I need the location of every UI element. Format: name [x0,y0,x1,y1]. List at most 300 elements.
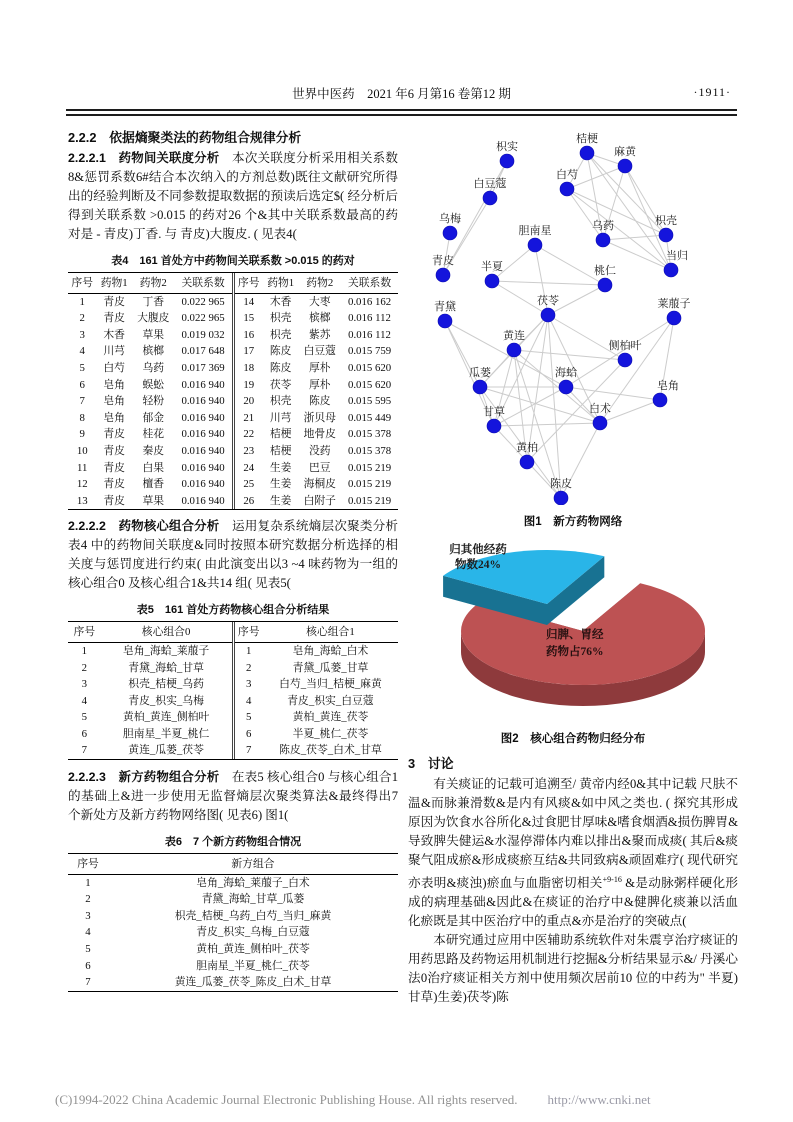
paragraph-2221-text: 本次关联度分析采用相关系数8&惩罚系数6#结合本次纳入的方剂总数)既往文献研究所得出的经验判断及不同参数提取数据的预读后选定$( 经分析后得到关联系数 >0.015 的药对26 个&其中关联系数最高的药对是 - 青皮)丁香. 与 青皮)大腹皮. ( 见表4( [68,151,398,241]
table-cell: 皂角_海蛤_白术 [292,644,369,657]
network-node-label: 乌梅 [439,213,461,225]
table-cell: 0.015 759 [347,345,392,358]
table-cell: 黄连_瓜蒌_茯苓 [128,744,204,757]
table-cell: 0.015 219 [347,461,392,474]
table-row [235,726,399,743]
table-cell: 22 [243,428,255,441]
column-header: 序号 [68,622,101,642]
table-row [235,709,399,726]
table-cell: 桔梗 [269,428,292,441]
table-cell: 2 [246,661,252,674]
table-cell: 7 [85,976,91,989]
table-cell: 9 [79,428,85,441]
column-header: 序号 [68,273,96,293]
table-row [68,393,232,410]
table-cell: 枳壳_桔梗_乌药 [128,678,204,691]
table-cell: 1 [79,295,85,308]
table-row [68,874,398,891]
network-node-label: 黄连 [503,330,525,342]
table-cell: 海桐皮 [303,478,336,491]
table-row [68,493,232,510]
table-cell: 23 [243,444,255,457]
table-row [68,327,232,344]
column-header: 药物2 [132,273,175,293]
table-row [68,676,232,693]
table-cell: 18 [243,361,255,374]
pie-label-other-meridians: 归其他经药物数24% [449,544,507,571]
table-cell: 秦皮 [142,444,165,457]
table-cell: 皂角_海蛤_莱菔子 [122,644,210,657]
discussion-p1-text-a: 有关痰证的记载可追溯至/ 黄帝内经0&其中记载 尺肤不温&而脉兼滑数&是内有风痰&如中风之类也. ( 探究其形成原因为饮食水谷所化&过食肥甘厚味&嗜食烟酒&损伤脾胃&导致脾失健运&水湿停滞体内难以排出&聚而成痰( 其后&痰聚气阻成瘀&形成痰瘀互结&共同致病&顽固难疗( 现代研究亦表明&痰浊)瘀血与血脂密切相关 [408,777,738,891]
table-row [235,693,399,710]
table-cell: 桔梗 [269,444,292,457]
table-cell: 青皮 [103,461,125,474]
table-header-row [68,622,232,642]
network-node [483,191,497,205]
table-cell: 青黛_海蛤_甘草_瓜蒌 [201,893,305,906]
network-node [438,314,452,328]
table-header-row [235,273,399,293]
column-header: 关联系数 [175,273,232,293]
table-row [68,742,232,759]
network-node [593,416,607,430]
table-cell: 皂角 [103,411,125,424]
table4 [68,272,398,510]
two-column-layout [68,125,737,1007]
cnki-link[interactable]: http://www.cnki.net [547,1092,651,1107]
table-cell: 0.016 112 [348,328,391,341]
table-cell: 青皮 [103,444,125,457]
network-node [520,455,534,469]
table-cell: 生姜 [269,494,292,507]
table-cell: 5 [246,711,252,724]
table-row [68,426,232,443]
table-cell: 10 [76,444,88,457]
table-cell: 半夏_桃仁_茯苓 [292,727,369,740]
table-cell: 白果 [142,461,165,474]
table-row [68,941,398,958]
table-header-row [68,854,398,874]
table-cell: 皂角 [103,378,125,391]
network-node [560,182,574,196]
network-node-label: 皂角 [657,380,679,392]
network-node [473,380,487,394]
network-node [659,228,673,242]
network-node-label: 当归 [666,250,688,262]
table-cell: 4 [85,926,91,939]
network-node-label: 黄柏 [516,442,538,454]
network-node-label: 莱菔子 [657,298,691,310]
table-row [68,443,232,460]
network-node-label: 枳壳 [655,215,677,227]
table-cell: 3 [79,328,85,341]
table-cell: 青皮_枳实_白豆蔻 [287,694,374,707]
table-cell: 12 [76,478,88,491]
table-cell: 槟榔 [142,345,165,358]
table-row [68,476,232,493]
network-node-label: 侧柏叶 [608,340,642,352]
network-node [598,278,612,292]
table-row [235,742,399,759]
network-node-label: 麻黄 [614,146,636,158]
table-cell: 0.016 940 [181,461,225,474]
header-double-rule [66,109,737,116]
table6-body [68,854,398,991]
table-cell: 6 [246,727,252,740]
column-header: 核心组合1 [263,622,398,642]
table-cell: 0.015 219 [347,494,392,507]
citation-superscript: +9-16 [602,875,622,884]
table-cell: 6 [79,378,85,391]
table-cell: 陈皮 [308,395,331,408]
table-row [68,642,232,659]
table-cell: 青黛_海蛤_甘草 [128,661,204,674]
table-cell: 8 [79,411,85,424]
table-cell: 川芎 [103,345,125,358]
table-cell: 皂角 [103,395,125,408]
table-cell: 浙贝母 [303,411,336,424]
table-cell: 0.015 378 [347,444,392,457]
table-cell: 0.015 378 [347,428,392,441]
table-cell: 没药 [308,444,331,457]
figure-1-drug-network [408,125,738,529]
column-header: 核心组合0 [101,622,232,642]
network-edge [566,387,660,400]
table-cell: 轻粉 [142,395,165,408]
table-row [235,426,399,443]
table-cell: 7 [246,744,252,757]
network-node-label: 白豆蔻 [473,178,507,190]
table-cell: 枳壳_桔梗_乌药_白芍_当归_麻黄 [174,909,332,922]
meridian-pie-svg [408,536,738,722]
table-cell: 4 [79,345,85,358]
network-edge [548,315,561,498]
figure-1-caption: 图1 新方药物网络 [523,516,623,528]
table-cell: 0.022 965 [181,312,225,325]
table-row [235,377,399,394]
table-cell: 郁金 [142,411,165,424]
table-cell: 草果 [142,328,165,341]
table-cell: 0.016 940 [181,444,225,457]
network-node-label: 枳实 [496,141,518,153]
table-cell: 19 [243,378,255,391]
network-node [653,393,667,407]
network-node-label: 乌药 [592,220,614,232]
network-node [436,268,450,282]
table-cell: 16 [243,328,255,341]
table-cell: 0.016 940 [181,378,225,391]
table-cell: 2 [85,893,91,906]
paragraph-2223-text: 在表5 核心组合0 与核心组合1 的基础上&进一步使用无监督熵层次聚类算法&最终得出7 个新处方及新方药物网络图( 见表6) 图1( [68,770,398,823]
table-cell: 生姜 [269,461,292,474]
table-cell: 青皮 [103,494,125,507]
table-cell: 0.017 369 [181,361,225,374]
table-cell: 7 [81,744,88,757]
table-row [68,958,398,975]
table-cell: 25 [243,478,255,491]
table-row [235,293,399,310]
table-cell: 0.016 162 [347,295,392,308]
table-cell: 木香 [103,328,125,341]
table-row [68,891,398,908]
table-cell: 生姜 [269,478,292,491]
table-row [68,343,232,360]
table-cell: 枳壳 [269,328,292,341]
table5-right-half [234,622,399,759]
network-node-label: 陈皮 [550,478,572,490]
table-cell: 陈皮_茯苓_白术_甘草 [279,744,382,757]
table-cell: 青皮_枳实_乌梅_白豆蔻 [196,926,310,939]
discussion-p1-text-b: &是动脉粥样硬化形成的病理基础&因此&在痰证的治疗中&健脾化痰兼以活血化瘀既是其中医治疗中的重点&亦是治疗的突破点( [408,876,738,929]
table-header-row [235,622,399,642]
table-cell: 1 [81,644,88,657]
table-row [235,676,399,693]
table-cell: 川芎 [269,411,292,424]
left-column [68,125,398,1007]
table-cell: 青黛_瓜蒌_甘草 [292,661,369,674]
table-cell: 茯苓 [269,378,292,391]
network-node-label: 半夏 [481,261,503,273]
network-node-label: 青皮 [432,255,454,267]
right-column [408,125,738,1007]
table-cell: 0.019 032 [181,328,225,341]
table-cell: 枳壳 [269,395,292,408]
table-row [68,293,232,310]
network-node [500,154,514,168]
table-row [68,908,398,925]
column-header: 药物2 [298,273,341,293]
column-header: 药物1 [263,273,299,293]
table-cell: 4 [246,694,252,707]
table-cell: 青皮 [103,312,125,325]
table-cell: 11 [77,461,88,474]
table-row [235,360,399,377]
table5-caption: 表5 161 首处方药物核心组合分析结果 [136,604,330,617]
network-node [667,311,681,325]
table-cell: 紫苏 [308,328,331,341]
table-cell: 5 [81,711,88,724]
table-row [68,709,232,726]
table4-right-half [234,273,399,509]
page-number: ·1911· [693,85,731,99]
paragraph-2223 [68,768,398,825]
table-row [235,393,399,410]
table-cell: 7 [79,395,85,408]
table-row [235,642,399,659]
column-header: 新方组合 [108,854,398,874]
table-cell: 胆南星_半夏_桃仁_茯苓 [196,959,310,972]
table-cell: 乌药 [142,361,165,374]
copyright-text: (C)1994-2022 China Academic Journal Electronic Publishing House. All rights reserved. [55,1092,518,1107]
subsection-lead-2223: 2.2.2.3 新方药物组合分析 [68,770,232,785]
table-cell: 陈皮 [269,345,292,358]
table-row [235,343,399,360]
table-row [68,726,232,743]
network-node [485,274,499,288]
network-edge [548,315,625,360]
table6 [68,853,398,992]
network-edge [600,318,674,423]
table-cell: 5 [85,943,91,956]
network-node-label: 桔梗 [576,133,598,145]
network-node-label: 桃仁 [594,265,616,277]
network-node-label: 茯苓 [537,295,559,307]
network-node-label: 青黛 [434,301,456,313]
table-cell: 大枣 [308,295,331,308]
table-cell: 15 [243,312,255,325]
pie-label-spleen-stomach: 归脾、胃经药物占76% [546,629,604,658]
table-cell: 0.015 620 [347,361,392,374]
network-node-label: 海蛤 [555,367,577,379]
table-row [68,924,398,941]
table-cell: 白芍 [103,361,125,374]
table-cell: 枳壳 [269,312,292,325]
table-cell: 0.016 940 [181,478,225,491]
table-cell: 0.016 112 [348,312,391,325]
table-row [68,360,232,377]
table-cell: 5 [79,361,85,374]
network-node [559,380,573,394]
table5-left-half [68,622,233,759]
table-row [68,410,232,427]
paragraph-2222-text: 运用复杂系统熵层次聚类分析表4 中的药物间关联度&同时按照本研究数据分析选择的相关度与惩罚度进行约束( 由此演变出以3 ~4 味药物为一组的核心组合0 及核心组合1&共14 组( 见表5( [68,519,398,591]
table-cell: 地骨皮 [303,428,336,441]
table-cell: 6 [85,959,91,972]
table-row [68,460,232,477]
table-cell: 草果 [142,494,165,507]
subsection-lead-2221: 2.2.2.1 药物间关联度分析 [68,151,232,165]
drug-network-svg [413,125,733,505]
table-cell: 0.015 595 [347,395,392,408]
table-row [235,460,399,477]
network-node [528,238,542,252]
table-cell: 0.015 219 [347,478,392,491]
table-cell: 胆南星_半夏_桃仁 [122,727,210,740]
table-cell: 0.015 449 [347,411,392,424]
table-row [68,660,232,677]
table-row [235,327,399,344]
table-cell: 丁香 [142,295,165,308]
table-cell: 陈皮 [269,361,292,374]
table-cell: 0.016 940 [181,411,225,424]
table-cell: 3 [81,678,88,691]
network-node [443,226,457,240]
table-cell: 黄连_瓜蒌_茯苓_陈皮_白术_甘草 [174,976,332,989]
network-edge [492,281,605,285]
table-cell: 白附子 [303,494,336,507]
table-cell: 白芍_当归_桔梗_麻黄 [279,678,382,691]
table-cell: 0.016 940 [181,428,225,441]
column-header: 序号 [235,622,263,642]
discussion-paragraph-1 [408,775,738,931]
network-edge [567,189,671,270]
table-row [68,693,232,710]
table4-left-half [68,273,233,509]
table-cell: 白豆蔻 [303,345,336,358]
table-cell: 24 [243,461,255,474]
figure-2-meridian-pie [408,536,738,746]
network-node [541,308,555,322]
table-row [68,310,232,327]
network-edge [567,189,603,240]
table-cell: 蜈蚣 [142,378,165,391]
table-cell: 6 [81,727,88,740]
table-cell: 檀香 [142,478,165,491]
table-cell: 巴豆 [308,461,331,474]
network-node-label: 白芍 [556,169,578,181]
table-row [235,410,399,427]
column-header: 关联系数 [341,273,398,293]
table-cell: 青皮 [103,428,125,441]
table4-caption: 表4 161 首处方中药物间关联系数 >0.015 的药对 [111,255,355,267]
table-cell: 槟榔 [308,312,331,325]
table-cell: 21 [243,411,255,424]
table-cell: 3 [246,678,252,691]
network-node-label: 甘草 [483,406,505,418]
network-node [554,491,568,505]
table-row [235,310,399,327]
table-row [235,660,399,677]
table-cell: 0.016 940 [181,395,225,408]
network-node [664,263,678,277]
table5 [68,621,398,760]
network-node-label: 瓜蒌 [469,367,491,379]
table-cell: 4 [81,694,88,707]
paragraph-2222 [68,517,398,593]
table-cell: 0.022 965 [181,295,225,308]
journal-title: 世界中医药 2021 年6 月第16 卷第12 期 [292,87,511,101]
table-cell: 黄柏_黄连_侧柏叶 [122,711,210,724]
table-cell: 1 [85,876,91,889]
network-node [487,419,501,433]
network-node [580,146,594,160]
section-heading-discussion: 3 讨论 [408,756,454,771]
table6-caption: 表6 7 个新方药物组合情况 [164,836,302,849]
table-cell: 厚朴 [308,378,331,391]
table-cell: 大腹皮 [137,312,170,325]
table-cell: 木香 [269,295,292,308]
table-cell: 2 [81,661,88,674]
table-header-row [68,273,232,293]
network-node [507,343,521,357]
column-header: 序号 [68,854,108,874]
network-edge [494,423,600,426]
table-cell: 桂花 [142,428,165,441]
network-node [618,159,632,173]
discussion-paragraph-2: 本研究通过应用中医辅助系统软件对朱震亨治疗痰证的用药思路及药物运用机制进行挖掘&分析结果显示&/ 丹溪心法0治疗痰证相关方剂中使用频次居前10 位的中药为" 半夏)甘草)生姜)茯苓)陈 [408,933,738,1005]
page-header [68,84,735,102]
table-row [68,377,232,394]
table-cell: 13 [76,494,88,507]
table-row [235,493,399,510]
network-node [596,233,610,247]
paragraph-2221 [68,149,398,244]
table-cell: 0.016 940 [181,494,225,507]
table-cell: 0.015 620 [347,378,392,391]
table-cell: 青皮 [103,478,125,491]
table-cell: 17 [243,345,255,358]
table-cell: 青皮_枳实_乌梅 [128,694,204,707]
table-cell: 3 [85,909,91,922]
table-cell: 皂角_海蛤_莱菔子_白术 [196,876,310,889]
subsection-lead-2222: 2.2.2.2 药物核心组合分析 [68,519,232,534]
table-cell: 黄柏_黄连_茯苓 [292,711,369,724]
table-cell: 26 [243,494,255,507]
network-node [618,353,632,367]
table-cell: 厚朴 [308,361,331,374]
section-heading-222: 2.2.2 依据熵聚类法的药物组合规律分析 [68,130,302,145]
table-cell: 黄柏_黄连_侧柏叶_茯苓 [196,943,310,956]
